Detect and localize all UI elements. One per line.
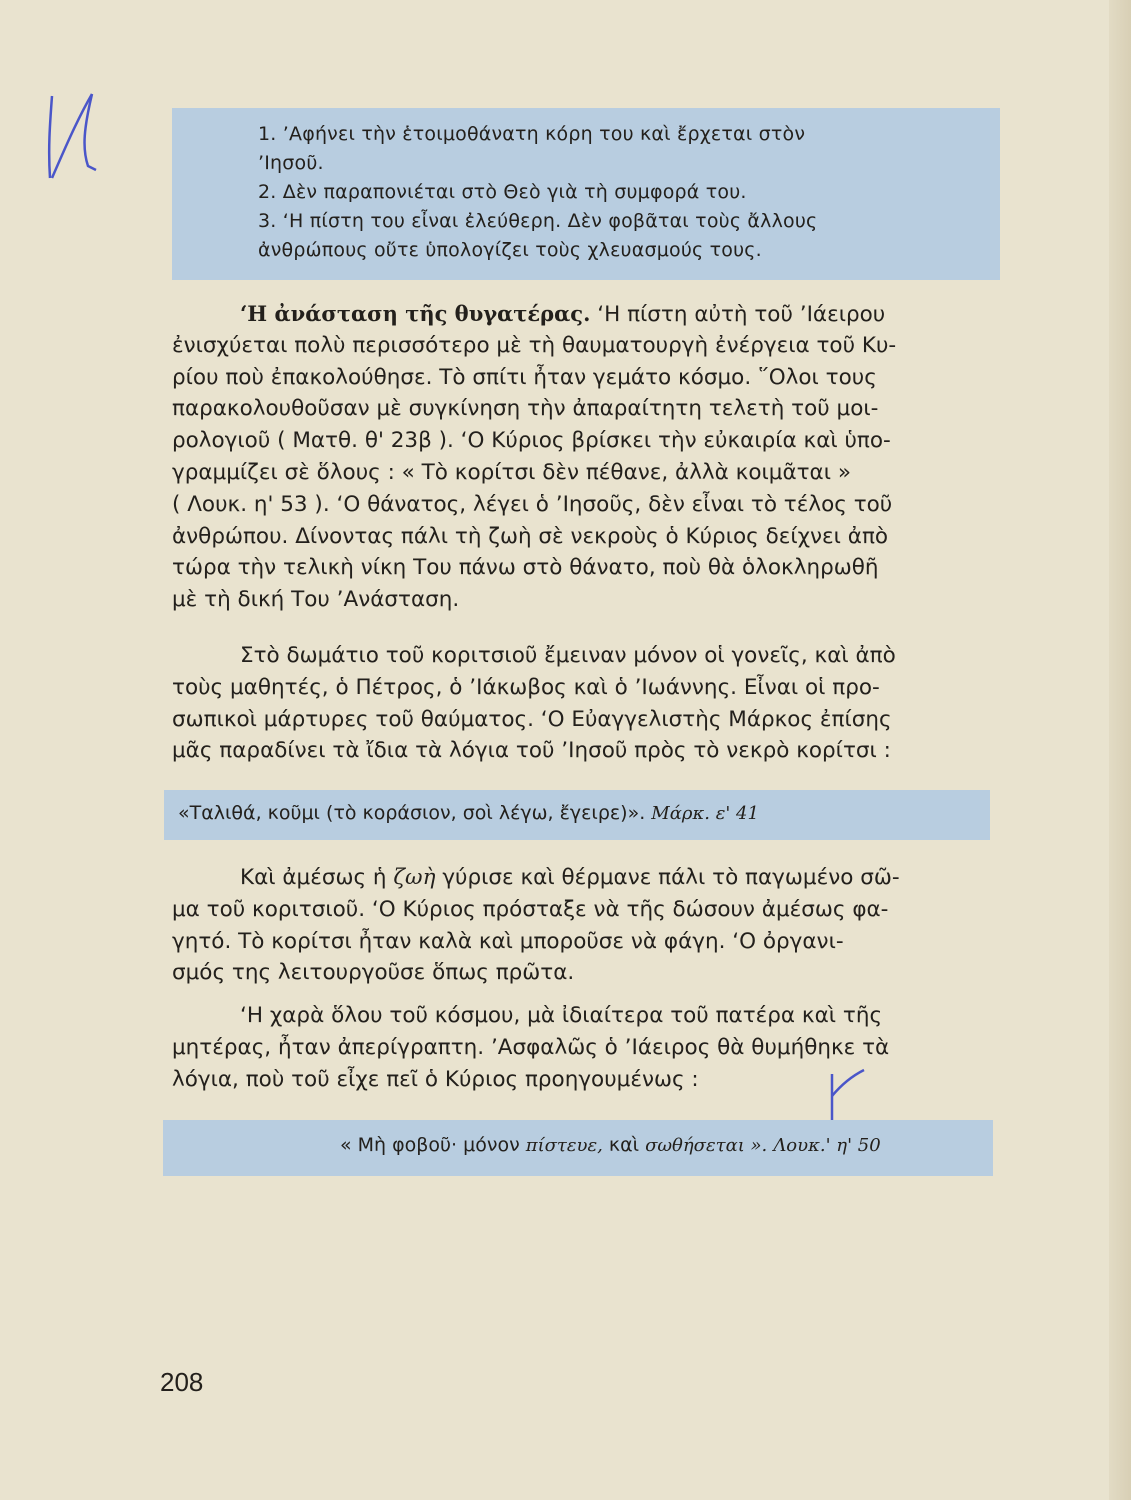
text-line: μα τοῦ κοριτσιοῦ. ‘Ο Κύριος πρόσταξε νὰ τῆς δώσουν ἀμέσως φα- [172,896,889,922]
text-line: ρίου ποὺ ἐπακολούθησε. Τὸ σπίτι ἦταν γεμάτο κόσμο. ῞Ολοι τους [172,364,877,390]
quote-1-text: «Ταλιθά, κοῦμι (τὸ κοράσιον, σοὶ λέγω, ἔγειρε)». [178,802,646,824]
text-line: παρακολουθοῦσαν μὲ συγκίνηση τὴν ἀπαραίτητη τελετὴ τοῦ μοι- [172,396,879,422]
text-line: Στὸ δωμάτιο τοῦ κοριτσιοῦ ἔμειναν μόνον οἱ γονεῖς, καὶ ἀπὸ [240,643,896,668]
section-heading: ‘Η ἀνάσταση τῆς θυγατέρας. [240,301,591,326]
paragraph-3 [172,862,1002,989]
quote-2 [340,1134,881,1156]
text-line: μὲ τὴ δική Του ’Ανάσταση. [172,587,460,613]
paragraph-4 [172,1000,1002,1095]
text-line: σωπικοὶ μάρτυρες τοῦ θαύματος. ‘Ο Εὐαγγελιστὴς Μάρκος ἐπίσης [172,706,892,732]
paragraph-3-line-1a: Καὶ ἀμέσως ἡ [240,865,394,890]
paragraph-1-line-1: ‘Η πίστη αὐτὴ τοῦ ’Ιάειρου [590,302,886,327]
summary-item-2: 2. Δὲν παραπονιέται στὸ Θεὸ γιὰ τὴ συμφορά του. [258,181,747,203]
quote-2-text-a: « Μὴ φοβοῦ· μόνον [340,1134,526,1156]
handwritten-mark-top-left [40,88,110,188]
summary-item-3-cont: ἀνθρώπους οὔτε ὑπολογίζει τοὺς χλευασμούς τους. [258,239,762,261]
text-line: ἀνθρώπου. Δίνοντας πάλι τὴ ζωὴ σὲ νεκροὺς ὁ Κύριος δείχνει ἀπὸ [172,523,889,549]
text-line: ‘Η χαρὰ ὅλου τοῦ κόσμου, μὰ ἰδιαίτερα τοῦ πατέρα καὶ τῆς [240,1003,883,1028]
text-line: τοὺς μαθητές, ὁ Πέτρος, ὁ ’Ιάκωβος καὶ ὁ ’Ιωάννης. Εἶναι οἱ προ- [172,674,880,700]
paragraph-1 [172,298,1002,616]
summary-item-1: 1. ’Αφήνει τὴν ἑτοιμοθάνατη κόρη του καὶ ἔρχεται στὸν [258,123,806,145]
page-number: 208 [160,1367,204,1397]
quote-2-reference: Λουκ.' η' 50 [773,1135,881,1156]
text-line: μᾶς παραδίνει τὰ ἴδια τὰ λόγια τοῦ ’Ιησοῦ πρὸς τὸ νεκρὸ κορίτσι : [172,738,891,764]
summary-item-1-cont: ’Ιησοῦ. [258,152,324,174]
text-line: ρολογιοῦ ( Ματθ. θ' 23β ). ‘Ο Κύριος βρίσκει τὴν εὐκαιρία καὶ ὑπο- [172,428,891,454]
quote-1-reference: Μάρκ. ε' 41 [651,803,759,824]
paragraph-3-italic-word: ζωὴ [393,865,436,890]
text-line: μητέρας, ἦταν ἀπερίγραπτη. ’Ασφαλῶς ὁ ’Ιάειρος θὰ θυμήθηκε τὰ [172,1034,890,1060]
summary-list [258,120,993,265]
paragraph-2 [172,640,1002,767]
text-line: ἐνισχύεται πολὺ περισσότερο μὲ τὴ θαυματουργὴ ἐνέργεια τοῦ Κυ- [172,332,897,358]
quote-1 [178,802,759,824]
quote-2-italic-2: σωθήσεται ». [645,1135,768,1156]
quote-2-italic-1: πίστευε, [525,1135,603,1156]
page-edge [1109,0,1131,1500]
text-line: ( Λουκ. η' 53 ). ‘Ο θάνατος, λέγει ὁ ’Ιησοῦς, δὲν εἶναι τὸ τέλος τοῦ [172,491,893,517]
quote-2-text-b: καὶ [602,1134,646,1156]
paragraph-3-line-1b: γύρισε καὶ θέρμανε πάλι τὸ παγωμένο σῶ- [435,865,900,890]
text-line: γητό. Τὸ κορίτσι ἦταν καλὰ καὶ μποροῦσε νὰ φάγη. ‘Ο ὀργανι- [172,928,844,954]
summary-item-3: 3. ‘Η πίστη του εἶναι ἐλεύθερη. Δὲν φοβᾶται τοὺς ἄλλους [258,210,818,232]
text-line: λόγια, ποὺ τοῦ εἶχε πεῖ ὁ Κύριος προηγουμένως : [172,1066,699,1092]
text-line: τώρα τὴν τελικὴ νίκη Του πάνω στὸ θάνατο, ποὺ θὰ ὁλοκληρωθῆ [172,555,879,581]
text-line: σμός της λειτουργοῦσε ὅπως πρῶτα. [172,960,575,986]
text-line: γραμμίζει σὲ ὅλους : « Τὸ κορίτσι δὲν πέθανε, ἀλλὰ κοιμᾶται » [172,459,851,485]
